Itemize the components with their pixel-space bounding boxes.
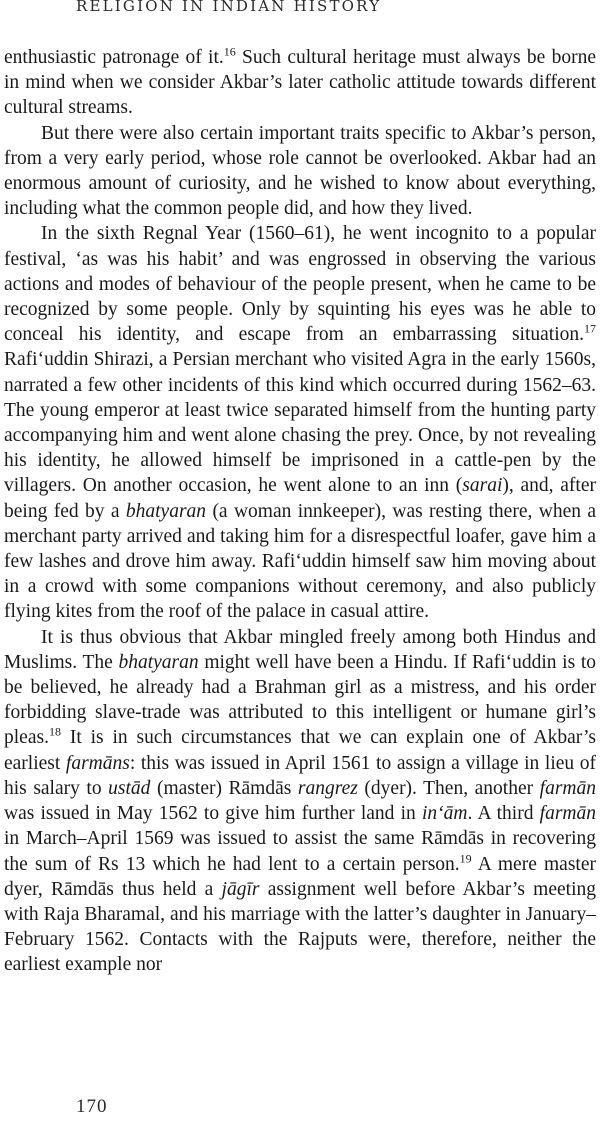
text-run: But there were also certain important traits specific to Akbar’s person, from a very early period, whose role cannot be overlooked. Akbar had an enormous amount of curiosity, and he wished to know about everything, including what the common people did, and how they lived. (4, 122, 596, 220)
italic-term: farmān (539, 777, 597, 799)
text-run: (a woman innkeeper), was resting there, when a merchant party arrived and taking him for a disrespectful loafer, gave him a few lashes and drove him away. Rafi‘uddin himself saw him moving about in a crowd with some companions without ceremony, and also publicly flying kites from the roof of the palace in casual attire. (4, 500, 596, 623)
paragraph (4, 221, 596, 624)
text-run: was issued in May 1562 to give him further land in (4, 803, 422, 825)
italic-term: jāgīr (221, 878, 260, 900)
text-run: It is thus obvious that Akbar mingled freely among both Hindus and Muslims. The (4, 626, 596, 673)
italic-term: rangrez (297, 777, 358, 799)
paragraph (4, 121, 596, 222)
text-run: Such cultural heritage must always be borne in mind when we consider Akbar’s later catholic attitude towards different cultural streams. (4, 47, 596, 119)
text-run: assignment well before Akbar’s meeting with Raja Bharamal, and his marriage with the latter’s daughter in January–February 1562. Contacts with the Rajputs were, therefore, neither the earliest example nor (4, 878, 596, 976)
footnote-marker: 16 (223, 44, 236, 59)
text-run: It is in such circumstances that we can explain one of Akbar’s earliest (4, 727, 596, 774)
footnote-marker: 18 (48, 724, 61, 739)
page-number: 170 (76, 1096, 108, 1117)
text-run: A mere master dyer, Rāmdās thus held a (4, 853, 596, 900)
italic-term: farmān (539, 803, 597, 825)
text-run: ), and, after being fed by a (4, 475, 596, 522)
italic-term: ustād (108, 777, 151, 799)
paragraph (4, 625, 596, 978)
text-run: In the sixth Regnal Year (1560–61), he went incognito to a popular festival, ‘as was his habit’ and was engrossed in observing the various actions and modes of behaviour of the people present, when he came to be recognized by some people. Only by squinting his eyes was he able to conceal his identity, and escape from an embarrassing situation. (4, 223, 596, 346)
running-head: RELIGION IN INDIAN HISTORY (76, 0, 382, 15)
text-run: in March–April 1569 was issued to assist the same Rāmdās in recovering the sum of Rs 13 which he had lent to a certain person. (4, 828, 596, 875)
italic-term: sarai (462, 475, 503, 497)
text-run: might well have been a Hindu. If Rafi‘uddin is to be believed, he already had a Brahman girl as a mistress, and his order forbidding slave-trade was attributed to this intelligent or humane girl’s pleas. (4, 651, 597, 749)
italic-term: bhatyaran (118, 651, 199, 673)
body-text (4, 45, 596, 978)
italic-term: farmāns (65, 752, 130, 774)
text-run: enthusiastic patronage of it. (4, 47, 224, 68)
text-run: (master) Rāmdās (150, 777, 298, 799)
footnote-marker: 19 (459, 851, 472, 865)
italic-term: in‘ām (421, 803, 468, 825)
text-run: . A third (467, 803, 540, 825)
italic-term: bhatyaran (125, 500, 207, 522)
text-run: : this was issued in April 1561 to assign a village in lieu of his salary to (4, 752, 596, 799)
text-run: Rafi‘uddin Shirazi, a Persian merchant who visited Agra in the early 1560s, narrated a few other incidents of this kind which occurred during 1562–63. The young emperor at least twice separated himself from the hunting party accompanying him and went alone chasing the prey. Once, by not revealing his identity, he allowed himself be imprisoned in a cattle-pen by the villagers. On another occasion, he went alone to an inn ( (4, 349, 596, 497)
paragraph (4, 45, 596, 121)
text-run: (dyer). Then, another (357, 777, 540, 799)
footnote-marker: 17 (584, 321, 596, 336)
